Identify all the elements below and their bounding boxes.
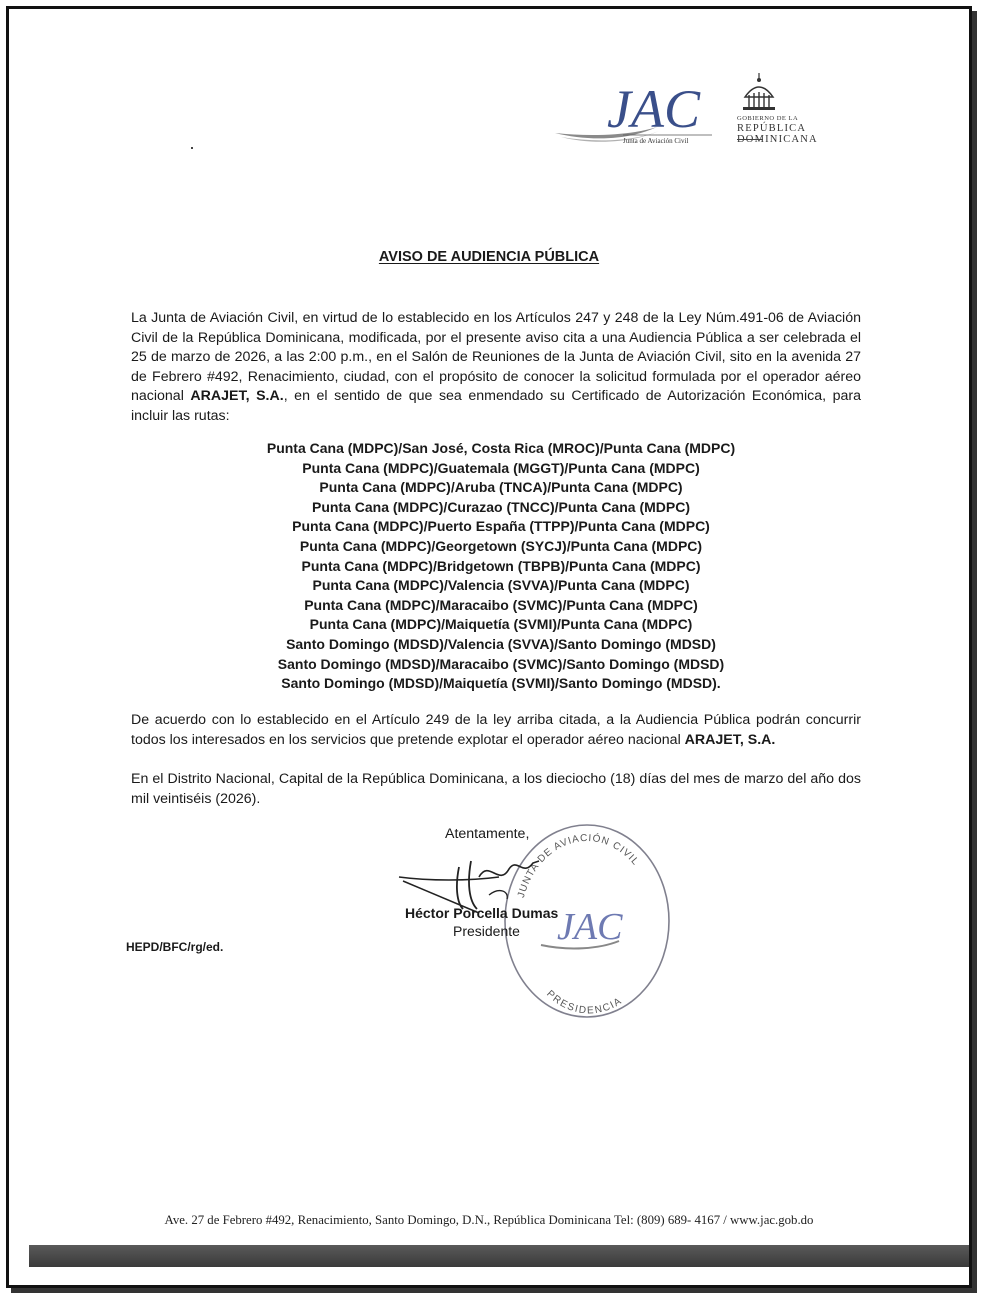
route-item: Punta Cana (MDPC)/San José, Costa Rica (MROC)/Punta Cana (MDPC) [266,440,736,456]
capitol-dome-icon [739,71,779,113]
gov-underline [737,139,763,140]
paragraph-3: En el Distrito Nacional, Capital de la República Dominicana, a los dieciocho (18) días del mes de marzo del año dos mil veintiséis (2026). [131,771,861,807]
seal-center-text: JAC [557,906,623,948]
gov-line-2: REPÚBLICA DOMINICANA [737,123,818,145]
paragraph-2: De acuerdo con lo establecido en el Artículo 249 de la ley arriba citada, a la Audiencia Pública podrán concurrir todos los interesados en los servicios que pretende explotar el operador aéreo nacional ARAJET, S.A. [131,712,861,748]
document-page [6,6,972,1288]
closing: Atentamente, [445,826,530,842]
company-name: ARAJET, S.A. [190,388,284,404]
jac-logo-text: JAC [607,79,700,139]
reference-initials: HEPD/BFC/rg/ed. [126,940,224,954]
route-item: Punta Cana (MDPC)/Puerto España (TTPP)/Punta Cana (MDPC) [292,518,710,535]
route-item: Punta Cana (MDPC)/Georgetown (SYCJ)/Punta Cana (MDPC) [299,537,703,554]
seal-bottom-text: PRESIDENCIA [544,988,625,1017]
scan-speck [191,147,193,149]
route-item: Santo Domingo (MDSD)/Maiquetía (SVMI)/Santo Domingo (MDSD). [281,675,721,692]
seal-top-text: JUNTA DE AVIACIÓN CIVIL [515,832,642,900]
route-item: Punta Cana (MDPC)/Aruba (TNCA)/Punta Cana (MDPC) [319,479,683,496]
footer-bar [29,1245,969,1267]
route-item: Santo Domingo (MDSD)/Maracaibo (SVMC)/Santo Domingo (MDSD) [277,655,725,672]
document-title: AVISO DE AUDIENCIA PÚBLICA [378,249,600,265]
route-item: Punta Cana (MDPC)/Curazao (TNCC)/Punta Cana (MDPC) [311,498,690,515]
jac-logo-subtext: Junta de Aviación Civil [623,137,689,145]
gov-line-1: GOBIERNO DE LA [737,115,799,122]
jac-logo [547,69,727,149]
route-item: Punta Cana (MDPC)/Maracaibo (SVMC)/Punta Cana (MDPC) [304,596,698,613]
route-item: Punta Cana (MDPC)/Guatemala (MGGT)/Punta Cana (MDPC) [302,459,700,476]
footer-address: Ave. 27 de Febrero #492, Renacimiento, Santo Domingo, D.N., República Dominicana Tel: (809) 689- 4167 / www.jac.gob.do [164,1213,814,1227]
government-logo [729,71,889,151]
routes-list [131,439,871,694]
route-item: Punta Cana (MDPC)/Valencia (SVVA)/Punta Cana (MDPC) [312,577,690,594]
route-item: Santo Domingo (MDSD)/Valencia (SVVA)/Santo Domingo (MDSD) [286,635,716,652]
route-item: Punta Cana (MDPC)/Bridgetown (TBPB)/Punta Cana (MDPC) [301,557,701,574]
signer-title: Presidente [453,923,520,939]
route-item: Punta Cana (MDPC)/Maiquetía (SVMI)/Punta Cana (MDPC) [309,616,693,633]
company-name: ARAJET, S.A. [684,731,776,748]
signer-name: Héctor Porcella Dumas [405,905,559,921]
paragraph-1: La Junta de Aviación Civil, en virtud de lo establecido en los Artículos 247 y 248 de la Ley Núm.491-06 de Aviación Civil de la República Dominicana, modificada, por el presente aviso cita a una Audiencia Pública a ser celebrada el 25 de marzo de 2026, a las 2:00 p.m., en el Salón de Reuniones de la Junta de Aviación Civil, sito en la avenida 27 de Febrero #492, Renacimiento, ciudad, con el propósito de conocer la solicitud formulada por el operador aéreo nacional ARAJET, S.A., en el sentido de que sea enmendado su Certificado de Autorización Económica, para incluir las rutas: [131,310,861,424]
